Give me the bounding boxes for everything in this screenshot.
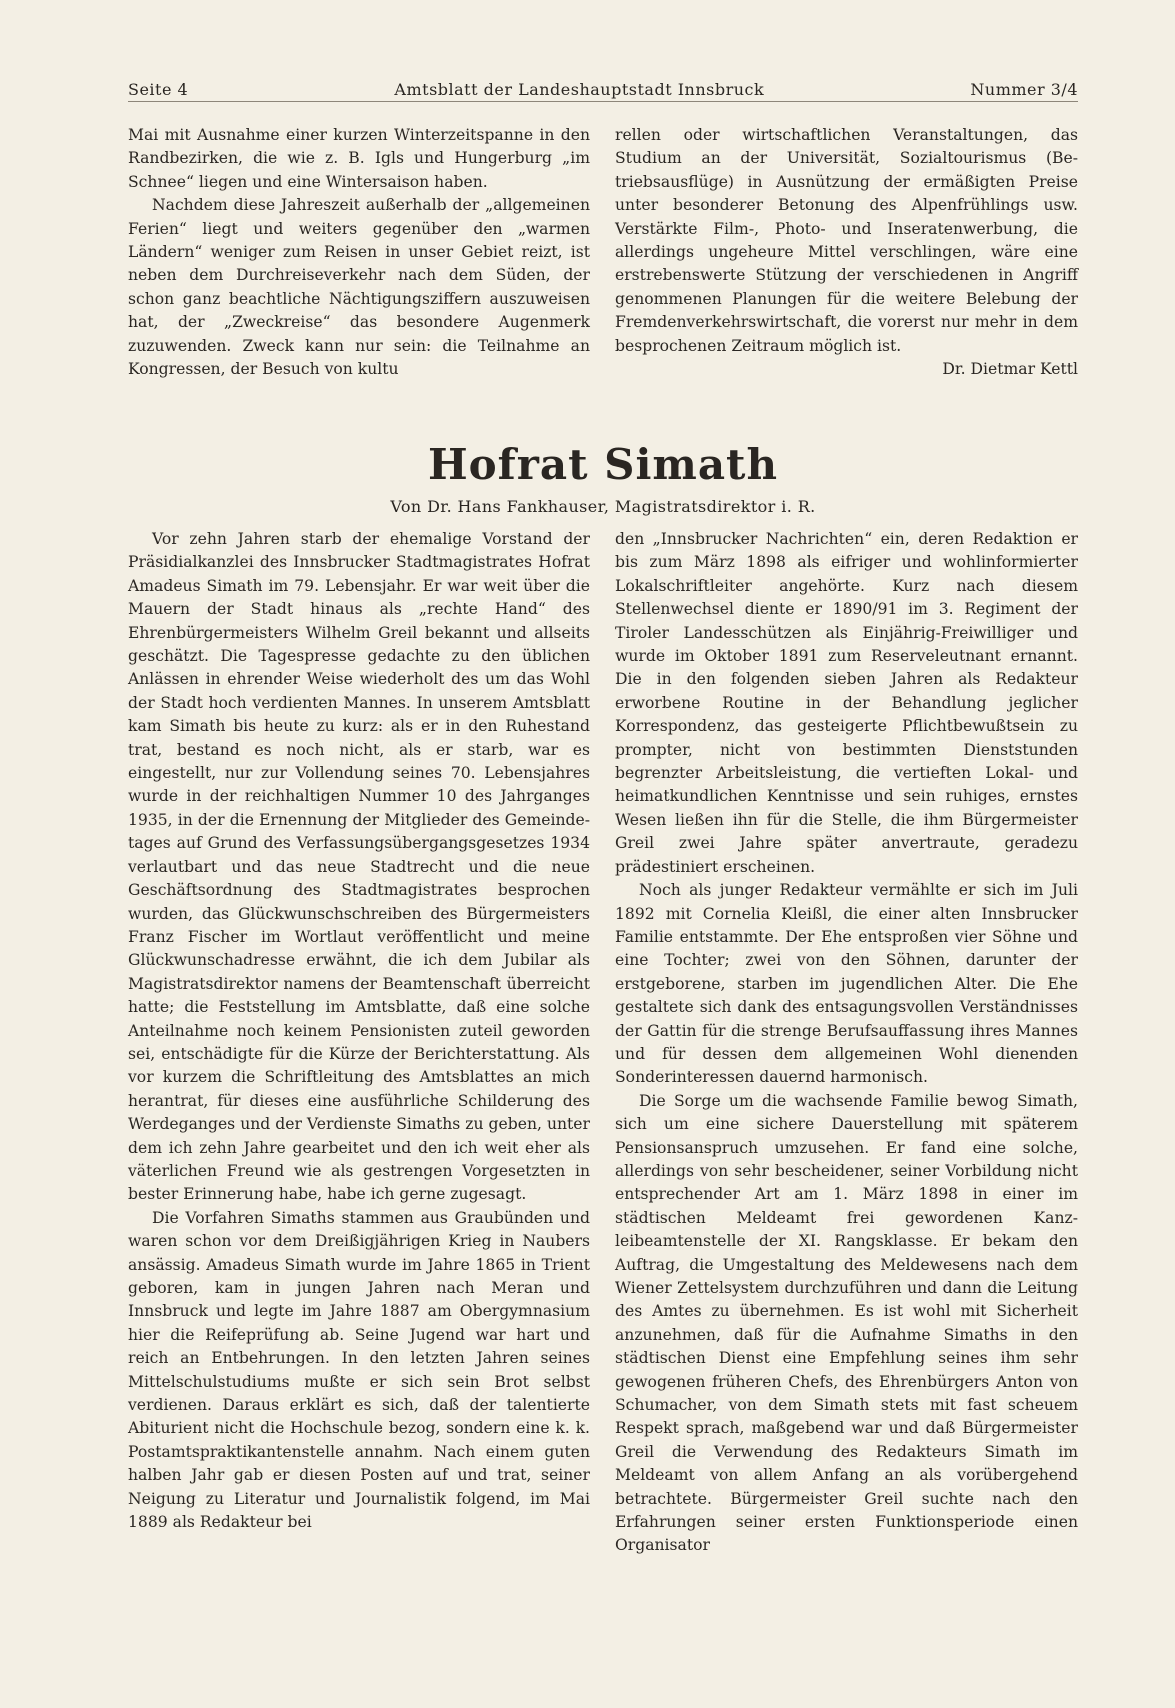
article-paragraph: Die Vorfahren Simaths stammen aus Graubünden und waren schon vor dem Dreißigjährigen Krieg in Naubers ansässig. Amadeus Simath wurde im Jahre 1865 in Trient geboren, kam in jungen Jahren nach Meran und Innsbruck und legte im Jahre 1887 am Obergymnasium hier die Reifeprüfung ab. Seine Jugend war hart und reich an Entbehrungen. In den letzten Jahren seines Mittelschulstudiums mußte er sich sein Brot selbst verdienen. Daraus erklärt es sich, daß der talentierte Abiturient nicht die Hochschule bezog, sondern eine k. k. Postamtspraktikantenstelle annahm. Nach einem guten halben Jahr gab er diesen Posten auf und trat, seiner Neigung zu Literatur und Journalistik folgend, im Mai 1889 als Redakteur bei [128, 1208, 590, 1532]
article-paragraph: den „Innsbrucker Nachrichten“ ein, deren Redaktion er bis zum März 1898 als eifriger und wohlinformierter Lokalschriftleiter angehörte. Kurz nach diesem Stellenwechsel diente er 1890/91 im 3. Regiment der Tiroler Landesschützen als Einjährig-Freiwilliger und wurde im Oktober 1891 zum Reserveleutnant ernannt. Die in den folgenden sieben Jahren als Redakteur erworbene Routine in der Behandlung jeglicher Korrespondenz, das gesteigerte Pflichtbewußtsein zu prompter, nicht von bestimmten Dienststunden begrenzter Arbeitsleistung, die vertieften Lokal- und heimatkundlichen Kenntnisse und sein ruhiges, ernstes Wesen ließen ihn für die Stelle, die ihm Bürgermeister Greil zwei Jahre später anvertraute, geradezu prädestiniert erscheinen. [615, 530, 1078, 876]
article-paragraph: Die Sorge um die wachsende Familie bewog Simath, sich um eine sichere Dauerstellung mit späterem Pensionsanspruch umzusehen. Er fand eine solche, allerdings von sehr bescheidener, seiner Vorbildung nicht entsprechender Art am 1. März 1898 in einer im städtischen Meldeamt frei gewordenen Kanzleibeamtenstelle der XI. Rangsklasse. Er bekam den Auftrag, die Umgestaltung des Meldewesens nach dem Wiener Zettelsystem durchzuführen und dann die Leitung des Amtes zu übernehmen. Es ist wohl mit Sicherheit anzunehmen, daß für die Aufnahme Simaths in den städtischen Dienst eine Empfehlung seines ihm sehr gewogenen früheren Chefs, des Ehrenbürgers Anton von Schumacher, von dem Simath stets mit fast scheuem Respekt sprach, maßgebend war und daß Bürgermeister Greil die Verwendung des Redakteurs Simath im Meldeamt von allem Anfang an als vorübergehend betrachtete. Bürgermeister Greil suchte nach den Erfahrungen seiner ersten Funktionsperiode einen Organisator [615, 1091, 1078, 1555]
publication-title: Amtsblatt der Landeshauptstadt Innsbruck [394, 80, 765, 99]
header-rule [128, 101, 1078, 102]
article-paragraph: Vor zehn Jahren starb der ehemalige Vorstand der Präsidialkanzlei des Innsbrucker Stadtmagistrates Hofrat Amadeus Simath im 79. Lebensjahr. Er war weit über die Mauern der Stadt hinaus als „rechte Hand“ des Ehrenbürgermeisters Wilhelm Greil bekannt und allseits geschätzt. Die Tagespresse gedachte zu den üblichen Anlässen in ehrender Weise wiederholt des um das Wohl der Stadt hoch verdienten Mannes. In unserem Amtsblatt kam Simath bis heute zu kurz: als er in den Ruhestand trat, bestand es noch nicht, als er starb, war es eingestellt, nur zur Vollendung seines 70. Lebensjahres wurde in der reichhaltigen Nummer 10 des Jahrganges 1935, in der die Ernennung der Mitglieder des Gemeindetages auf Grund des Verfassungsübergangsgesetzes 1934 verlautbart und das neue Stadtrecht und die neue Geschäftsordnung des Stadtmagistrates besprochen wurden, das Glückwunschschreiben des Bürgermeisters Franz Fischer im Wortlaut veröffentlicht und meine Glückwunschadresse erwähnt, die ich dem Jubilar als Magistratsdirektor namens der Beamtenschaft überreicht hatte; die Feststellung im Amtsblatte, daß eine solche Anteilnahme noch keinem Pensionisten zuteil geworden sei, entschädigte für die Kürze der Berichterstattung. Als vor kurzem die Schriftleitung des Amtsblattes an mich herantrat, für dieses eine ausführliche Schilderung des Werdeganges und der Verdienste Simaths zu geben, unter dem ich zehn Jahre gearbeitet und den ich weit eher als väterlichen Freund wie als gestrengen Vorgesetzten in bester Erinnerung habe, habe ich gerne zugesagt. [128, 530, 590, 1204]
article-left-column [128, 528, 590, 1534]
prev-paragraph: rellen oder wirtschaftlichen Veranstaltungen, das Studium an der Universität, Sozialtourismus (Betriebsausflüge) in Ausnützung der ermäßigten Preise unter besonderer Betonung des Alpenfrühlings usw. Verstärkte Film-, Photo- und Inseratenwerbung, die allerdings ungeheure Mittel verschlingen, wäre eine erstrebenswerte Stützung der verschiedenen in Angriff genommenen Planungen für die weitere Belebung der Fremdenverkehrswirtschaft, die vorerst nur mehr in dem besprochenen Zeitraum möglich ist. [615, 126, 1078, 355]
page-number: Seite 4 [128, 80, 189, 99]
article-paragraph: Noch als junger Redakteur vermählte er sich im Juli 1892 mit Cornelia Kleißl, die einer alten Innsbrucker Familie entstammte. Der Ehe entsproßen vier Söhne und eine Tochter; zwei von den Söhnen, darunter der erstgeborene, starben im jugendlichen Alter. Die Ehe gestaltete sich dank des entsagungsvollen Verständnisses der Gattin für die strenge Berufsauffassung ihres Mannes und für dessen dem allgemeinen Wohl dienenden Sonderinteressen dauernd harmonisch. [615, 881, 1078, 1087]
prev-paragraph: Nachdem diese Jahreszeit außerhalb der „allgemeinen Ferien“ liegt und weiters gegenüber den „warmen Ländern“ weniger zum Reisen in unser Gebiet reizt, ist neben dem Durchreiseverkehr nach dem Süden, der schon ganz beachtliche Nächtigungsziffern auszuweisen hat, der „Zweckreise“ das besondere Augenmerk zuzuwenden. Zweck kann nur sein: die Teilnahme an Kongressen, der Besuch von kultu [128, 196, 590, 379]
issue-number: Nummer 3/4 [970, 80, 1078, 99]
article-byline: Von Dr. Hans Fankhauser, Magistratsdirektor i. R. [390, 497, 816, 516]
prev-article-left-column [128, 124, 590, 381]
article-title: Hofrat Simath [427, 440, 778, 489]
prev-article-right-column [615, 124, 1078, 381]
article-right-column [615, 528, 1078, 1558]
prev-paragraph: Mai mit Ausnahme einer kurzen Winterzeitspanne in den Randbezirken, die wie z. B. Igls und Hungerburg „im Schnee“ liegen und eine Wintersaison haben. [128, 126, 590, 191]
prev-article-signature: Dr. Dietmar Kettl [942, 360, 1078, 379]
page-header [128, 80, 1078, 99]
